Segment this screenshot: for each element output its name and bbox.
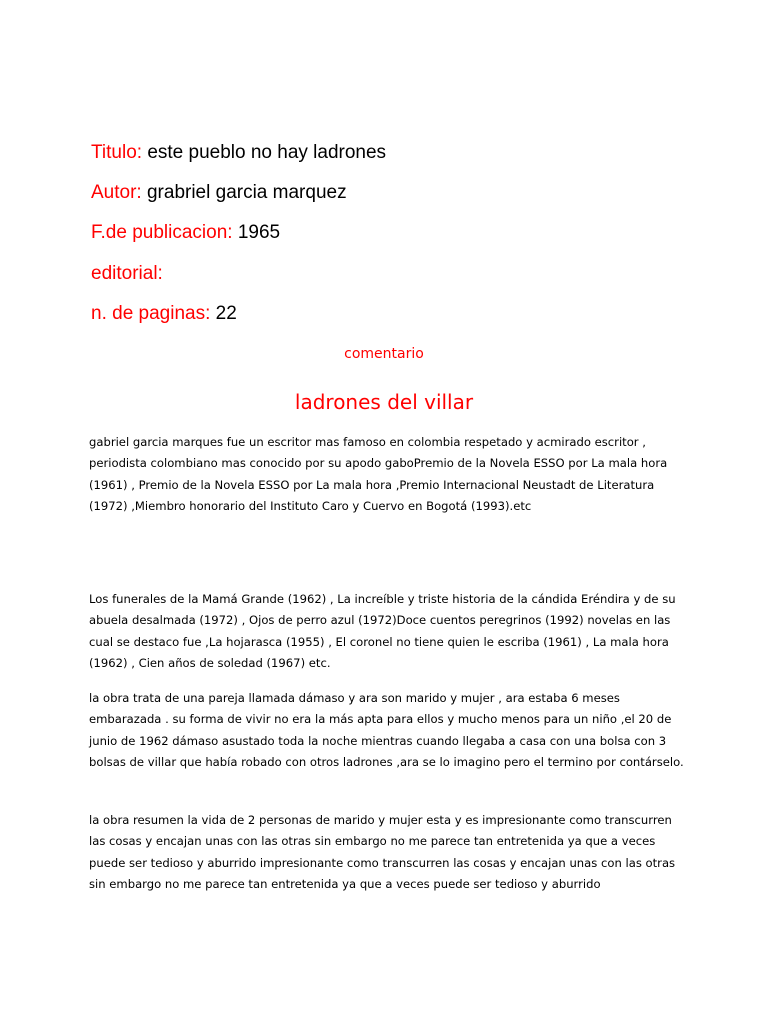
- heading-comentario: comentario: [344, 346, 424, 362]
- field-paginas-label: n. de paginas:: [91, 303, 211, 324]
- field-autor: [91, 181, 347, 205]
- field-publicacion-label: F.de publicacion:: [91, 222, 233, 243]
- field-titulo: [91, 141, 386, 165]
- field-autor-value: grabriel garcia marquez: [141, 182, 347, 203]
- field-titulo-value: este pueblo no hay ladrones: [142, 142, 387, 163]
- field-publicacion: [91, 221, 280, 245]
- paragraph-1: gabriel garcia marques fue un escritor mas famoso en colombia respetado y acmirado escritor , periodista colombiano mas conocido por su apodo gaboPremio de la Novela ESSO por La mala hora (1961) , Premio de la Novela ESSO por La mala hora ,Premio Internacional Neustadt de Literatura (1972) ,Miembro honorario del Instituto Caro y Cuervo en Bogotá (1993).etc: [89, 435, 668, 513]
- field-autor-label: Autor:: [91, 182, 142, 203]
- paragraph-3: la obra trata de una pareja llamada dámaso y ara son marido y mujer , ara estaba 6 meses embarazada . su forma de vivir no era la más apta para ellos y mucho menos para un niño ,el 20 de junio de 1962 dámaso asustado toda la noche mientras cuando llegaba a casa con una bolsa con 3 bolsas de villar que había robado con otros ladrones ,ara se lo imagino pero el termino por contárselo.: [89, 691, 684, 769]
- field-paginas: [91, 302, 237, 326]
- paragraph-2: Los funerales de la Mamá Grande (1962) , La increíble y triste historia de la cándida Eréndira y de su abuela desalmada (1972) , Ojos de perro azul (1972)Doce cuentos peregrinos (1992) novelas en las cual se destaco fue ,La hojarasca (1955) , El coronel no tiene quien le escriba (1961) , La mala hora (1962) , Cien años de soledad (1967) etc.: [89, 592, 676, 670]
- field-paginas-value: 22: [210, 303, 237, 324]
- field-editorial: [91, 262, 163, 286]
- field-editorial-label: editorial:: [91, 263, 163, 284]
- field-titulo-label: Titulo:: [91, 142, 143, 163]
- paragraph-4: la obra resumen la vida de 2 personas de marido y mujer esta y es impresionante como transcurren las cosas y encajan unas con las otras sin embargo no me parece tan entretenida ya que a veces puede ser tedioso y aburrido impresionante como transcurren las cosas y encajan unas con las otras sin embargo no me parece tan entretenida ya que a veces puede ser tedioso y aburrido: [89, 813, 676, 891]
- document-title: ladrones del villar: [294, 390, 474, 414]
- field-publicacion-value: 1965: [232, 222, 281, 243]
